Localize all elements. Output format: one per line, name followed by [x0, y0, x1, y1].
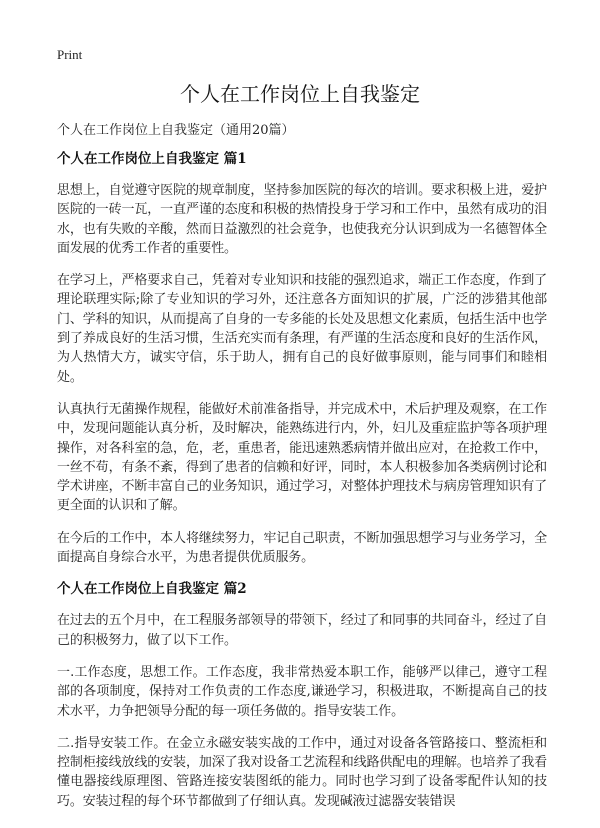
paragraph: 思想上，自觉遵守医院的规章制度，坚持参加医院的每次的培训。要求积极上进，爱护医院的一砖一瓦，一直严谨的态度和积极的热情投身于学习和工作中，虽然有成功的泪水，也有失败的辛酸，然而日益激烈的社会竟争，也使我充分认识到成为一名德智体全面发展的优秀工作者的重要性。 — [57, 183, 547, 256]
page-title: 个人在工作岗位上自我鉴定 — [180, 82, 420, 106]
paragraph: 一.工作态度，思想工作。工作态度，我非常热爱本职工作，能够严以律己，遵守工程部的各项制度，保持对工作负责的工作态度,谦逊学习，积极进取，不断提高自己的技术水平，力争把领导分配的每一项任务做的。指导安装工作。 — [57, 664, 547, 719]
paragraph: 在今后的工作中，本人将继续努力，牢记自己职责，不断加强思想学习与业务学习，全面提高自身综合水平，为患者提供优质服务。 — [57, 530, 547, 566]
section-heading: 个人在工作岗位上自我鉴定 篇2 — [57, 581, 247, 598]
paragraph: 二.指导安装工作。在金立永磁安装实战的工作中，通过对设备各管路接口、整流柜和控制柜接线放线的安装，加深了我对设备工艺流程和线路供配电的理解。也培养了我看懂电器接线原理图、管路连接安装图纸的能力。同时也学习到了设备零配件认知的技巧。安装过程的每个环节都做到了仔细认真。发现碱液过滤器安装错误 — [57, 735, 547, 809]
document-body — [57, 150, 547, 824]
print-link[interactable]: Print — [57, 47, 83, 62]
paragraph: 在学习上，严格要求自己，凭着对专业知识和技能的强烈追求，端正工作态度，作到了理论联理实际;除了专业知识的学习外，还注意各方面知识的扩展，广泛的涉猎其他部门、学科的知识，从而提高了自身的一专多能的长处及思想文化素质，包括生活中也学到了养成良好的生活习惯，生活充实而有条理，有严谨的生活态度和良好的生活作风，为人热情大方，诚实守信，乐于助人，拥有自己的良好做事原则，能与同事们和睦相处。 — [57, 273, 547, 385]
paragraph: 认真执行无菌操作规程，能做好术前准备指导，并完成术中，术后护理及观察，在工作中，发现问题能认真分析，及时解决，能熟练进行内，外，妇儿及重症监护等各项护理操作，对各科室的急，危，老，重患者，能迅速熟悉病情并做出应对，在抢救工作中，一丝不苟，有条不紊，得到了患者的信赖和好评，同时，本人积极参加各类病例讨论和学术讲座，不断丰富自己的业务知识，通过学习，对整体护理技术与病房管理知识有了更全面的认识和了解。 — [57, 401, 547, 514]
section-2 — [57, 580, 547, 811]
document-subtitle: 个人在工作岗位上自我鉴定（通用20篇） — [57, 123, 295, 138]
section-1 — [57, 150, 547, 567]
section-heading: 个人在工作岗位上自我鉴定 篇1 — [57, 151, 247, 167]
paragraph: 在过去的五个月中，在工程服务部领导的带领下，经过了和同事的共同奋斗，经过了自己的积极努力，做了以下工作。 — [57, 613, 547, 648]
